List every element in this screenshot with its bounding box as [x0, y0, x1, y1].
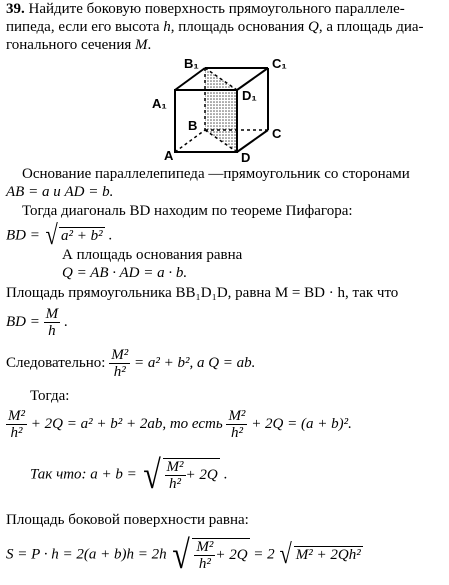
lateral-text: Площадь боковой поверхности равна:	[6, 512, 249, 528]
label-a1: A₁	[152, 96, 167, 111]
label-b1: B₁	[184, 56, 199, 71]
bd2-formula: BD = $\frac{M}{h}$ .	[6, 306, 68, 339]
rect-text: Площадь прямоугольника BB₁D₁D, равна M = BD · h, так что	[6, 285, 399, 301]
problem-line-3: гонального сечения M.	[6, 37, 152, 53]
togda-formula: $\frac{\text{M²}}{\text{h²}}$ + 2Q = a² + b² + 2ab, то есть $\frac{\text{M²}}{\text{h²}}$ + 2Q = (a + b)².	[8, 408, 352, 441]
area-text: А площадь основания равна	[62, 247, 243, 263]
area-formula: Q = AB · AD = a · b.	[62, 265, 188, 281]
togda-text: Тогда:	[30, 388, 70, 404]
label-a: A	[164, 148, 174, 163]
base-line-2: AB = a и AD = b.	[6, 184, 114, 200]
label-c: C	[272, 126, 282, 141]
s-formula: S = P · h = 2(a + b)h = 2h √ $\frac{\text{M²}}{\text{h²}}$ + 2Q = 2 √ M² + 2Qh²	[6, 532, 361, 577]
diagonal-section	[205, 68, 237, 152]
bd-formula: BD = √ a² + b² .	[6, 220, 113, 251]
tak-formula: Так что: a + b = √ $\frac{\text{M²}}{\text{h²}}$ + 2Q .	[30, 452, 228, 497]
diagonal-text: Тогда диагональ BD находим по теореме Пифагора:	[22, 203, 353, 219]
base-line-1: Основание параллелепипеда —прямоугольник со сторонами	[22, 166, 410, 182]
problem-line-1: 39. Найдите боковую поверхность прямоугольного параллеле-	[6, 1, 405, 17]
label-b: B	[188, 118, 198, 133]
label-d: D	[241, 150, 251, 165]
sled-formula: Следовательно: $\frac{\text{M²}}{\text{h²}}$ = a² + b², а Q = ab.	[6, 347, 256, 380]
label-c1: C₁	[272, 56, 287, 71]
problem-number: 39.	[6, 1, 25, 17]
parallelepiped-figure	[150, 56, 300, 166]
problem-line-2: пипеда, если его высота h, площадь основания Q, а площадь диа-	[6, 19, 424, 35]
label-d1: D₁	[242, 88, 257, 103]
